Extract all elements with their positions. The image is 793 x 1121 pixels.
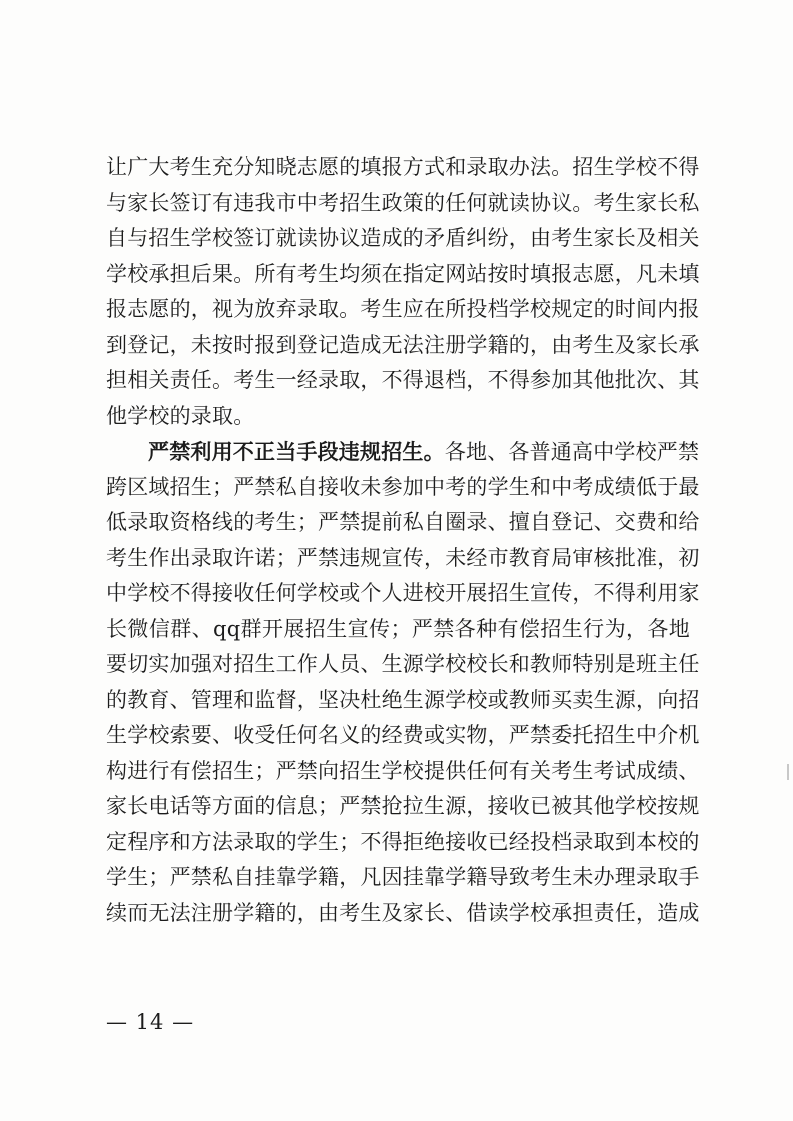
p2-line-12: 定程序和方法录取的学生；不得拒绝接收已经投档录取到本校的 [106,829,700,854]
scan-margin-mark [787,764,789,780]
p2-line-6: 长微信群、qq群开展招生宣传；严禁各种有偿招生行为，各地 [106,616,690,641]
body-text [106,150,700,931]
p2-line-3: 低录取资格线的考生；严禁提前私自圈录、擅自登记、交费和给 [106,510,700,534]
p2-line-2: 跨区域招生；严禁私自接收未参加中考的学生和中考成绩低于最 [106,474,700,499]
page-number: — 14 — [106,1010,195,1034]
p1-line-7: 担相关责任。考生一经录取，不得退档，不得参加其他批次、其 [106,368,700,392]
p1-line-4: 学校承担后果。所有考生均须在指定网站按时填报志愿，凡未填 [106,261,700,286]
p1-line-3: 自与招生学校签订就读协议造成的矛盾纠纷，由考生家长及相关 [106,226,700,250]
p1-line-1: 让广大考生充分知晓志愿的填报方式和录取办法。招生学校不得 [106,155,700,179]
p2-line-11: 家长电话等方面的信息；严禁抢拉生源，接收已被其他学校按规 [106,794,700,818]
p2-line-13: 学生；严禁私自挂靠学籍，凡因挂靠学籍导致考生未办理录取手 [106,865,700,889]
p2-first-line [106,434,700,470]
p2-first-line-rest: 各地、各普通高中学校严禁 [444,440,700,464]
p1-line-2: 与家长签订有违我市中考招生政策的任何就读协议。考生家长私 [106,190,700,215]
p2-line-4: 考生作出录取许诺；严禁违规宣传，未经市教育局审核批准，初 [106,545,700,570]
p1-line-8: 他学校的录取。 [106,403,255,428]
p2-line-8: 的教育、管理和监督，坚决杜绝生源学校或教师买卖生源，向招 [106,687,700,712]
p2-line-10: 构进行有偿招生；严禁向招生学校提供任何有关考生考试成绩、 [106,758,700,783]
p1-line-6: 到登记，未按时报到登记造成无法注册学籍的，由考生及家长承 [106,332,700,357]
p2-heading: 严禁利用不正当手段违规招生。 [148,439,445,464]
p1-line-5: 报志愿的，视为放弃录取。考生应在所投档学校规定的时间内报 [106,297,700,321]
p2-line-14: 续而无法注册学籍的，由考生及家长、借读学校承担责任，造成 [106,900,700,925]
p2-line-5: 中学校不得接收任何学校或个人进校开展招生宣传，不得利用家 [106,581,700,605]
p2-line-9: 生学校索要、收受任何名义的经费或实物，严禁委托招生中介机 [106,723,700,747]
p2-line-7: 要切实加强对招生工作人员、生源学校校长和教师特别是班主任 [106,652,700,676]
